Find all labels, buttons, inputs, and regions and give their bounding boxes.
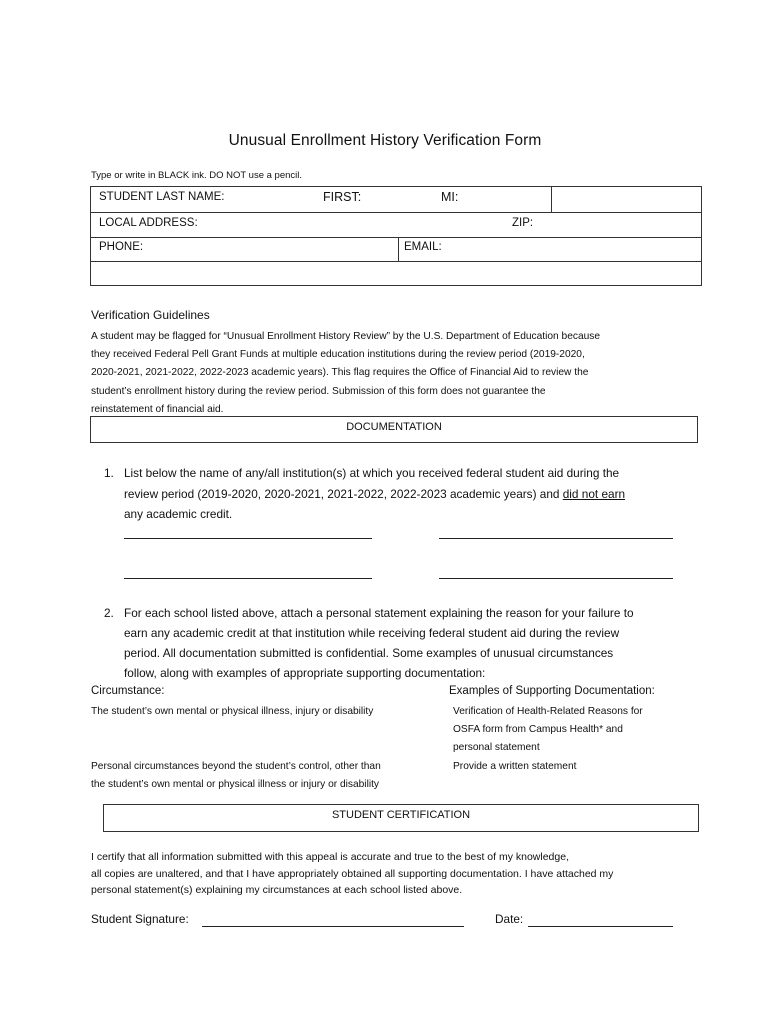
example-text: personal statement (453, 742, 540, 753)
question-2-line: period. All documentation submitted is confidential. Some examples of unusual circumstances (124, 646, 614, 660)
circumstance-text: The student’s own mental or physical illness, injury or disability (91, 706, 374, 717)
extra-info-field[interactable] (93, 264, 697, 282)
date-field[interactable] (528, 926, 673, 927)
example-text: Verification of Health-Related Reasons for (453, 706, 643, 717)
question-2-line: For each school listed above, attach a personal statement explaining the reason for your failure to (124, 606, 634, 620)
signature-field[interactable] (202, 926, 464, 927)
certification-line: I certify that all information submitted with this appeal is accurate and true to the best of my knowledge, (91, 851, 569, 863)
date-label: Date: (495, 912, 524, 926)
certification-line: personal statement(s) explaining my circumstances at each school listed above. (91, 884, 463, 896)
guidelines-line: they received Federal Pell Grant Funds at multiple education institutions during the review period (2019-2020, (91, 349, 585, 361)
documentation-header (90, 416, 698, 443)
question-1-line: List below the name of any/all institution(s) at which you received federal student aid during the (124, 466, 620, 480)
guidelines-line: 2020-2021, 2021-2022, 2022-2023 academic years). This flag requires the Office of Financial Aid to review the (91, 367, 589, 379)
institution-name-field-3[interactable] (124, 578, 372, 579)
phone-label: PHONE: (99, 241, 144, 253)
question-1-line: any academic credit. (124, 507, 233, 521)
guidelines-line: student’s enrollment history during the review period. Submission of this form does not guarantee the (91, 385, 546, 397)
certification-text (91, 849, 691, 899)
guidelines-text (91, 328, 691, 419)
documentation-heading: DOCUMENTATION (346, 421, 442, 433)
question-2-line: earn any academic credit at that institution while receiving federal student aid during the review (124, 626, 620, 640)
institution-name-field-2[interactable] (439, 538, 673, 539)
circumstance-text: Personal circumstances beyond the student’s control, other than (91, 761, 381, 772)
zip-label: ZIP: (512, 217, 534, 229)
form-title: Unusual Enrollment History Verification Form (228, 132, 542, 149)
examples-header: Examples of Supporting Documentation: (449, 685, 655, 697)
student-info-table (90, 186, 702, 286)
ink-instruction: Type or write in BLACK ink. DO NOT use a pencil. (91, 170, 303, 181)
circumstance-row-2 (91, 758, 381, 794)
guidelines-line: A student may be flagged for “Unusual Enrollment History Review” by the U.S. Department of Education because (91, 331, 601, 342)
question-1-line: review period (2019-2020, 2020-2021, 2021-2022, 2022-2023 academic years) and (124, 486, 563, 501)
local-address-label: LOCAL ADDRESS: (99, 217, 198, 229)
signature-label: Student Signature: (91, 912, 189, 926)
email-label: EMAIL: (404, 241, 442, 253)
circumstance-header: Circumstance: (91, 685, 165, 697)
certification-heading: STUDENT CERTIFICATION (331, 809, 471, 821)
certification-line: all copies are unaltered, and that I have appropriately obtained all supporting documentation. I have attached my (91, 867, 614, 880)
example-text: Provide a written statement (453, 761, 577, 772)
institution-name-field-1[interactable] (124, 538, 372, 539)
question-2-number: 2. (104, 606, 114, 620)
middle-initial-field[interactable] (561, 189, 691, 209)
did-not-earn-emphasis: did not earn (562, 486, 626, 501)
institution-name-field-4[interactable] (439, 578, 673, 579)
certification-header (103, 804, 699, 832)
question-2-line: follow, along with examples of appropriate supporting documentation: (124, 666, 486, 680)
first-name-label: FIRST: (323, 190, 362, 204)
example-row-1 (453, 703, 643, 757)
example-row-2 (453, 758, 576, 776)
middle-initial-label: MI: (441, 190, 459, 204)
example-text: OSFA form from Campus Health* and (453, 724, 623, 735)
circumstance-text: the student’s own mental or physical illness or injury or disability (91, 779, 380, 790)
guidelines-heading: Verification Guidelines (91, 308, 210, 322)
last-name-label: STUDENT LAST NAME: (99, 191, 225, 203)
circumstance-row-1 (91, 703, 373, 721)
guidelines-line: reinstatement of financial aid. (91, 403, 224, 415)
question-1-number: 1. (104, 466, 114, 480)
